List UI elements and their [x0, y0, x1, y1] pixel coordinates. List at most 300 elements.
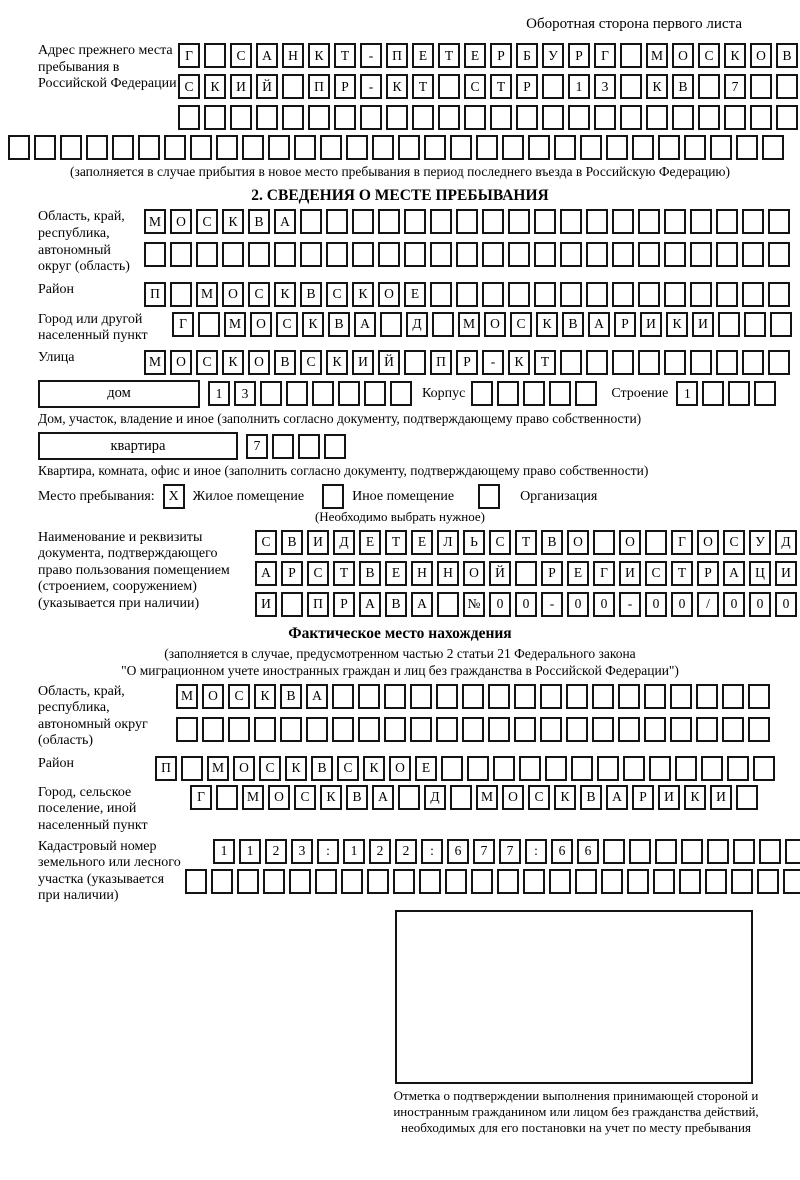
char-cell[interactable]: Т: [334, 43, 356, 68]
char-cell[interactable]: [260, 381, 282, 406]
char-cell[interactable]: 6: [551, 839, 573, 864]
char-cell[interactable]: 0: [671, 592, 693, 617]
char-cell[interactable]: [649, 756, 671, 781]
char-cell[interactable]: О: [389, 756, 411, 781]
char-cell[interactable]: [566, 684, 588, 709]
char-cell[interactable]: К: [724, 43, 746, 68]
char-cell[interactable]: К: [508, 350, 530, 375]
char-cell[interactable]: [744, 312, 766, 337]
char-cell[interactable]: И: [658, 785, 680, 810]
char-cell[interactable]: [592, 717, 614, 742]
char-cell[interactable]: [718, 312, 740, 337]
char-cell[interactable]: Н: [411, 561, 433, 586]
char-cell[interactable]: С: [294, 785, 316, 810]
char-cell[interactable]: М: [476, 785, 498, 810]
char-cell[interactable]: [471, 381, 493, 406]
char-cell[interactable]: [204, 105, 226, 130]
char-cell[interactable]: [467, 756, 489, 781]
char-cell[interactable]: [497, 381, 519, 406]
char-cell[interactable]: [534, 242, 556, 267]
char-cell[interactable]: [727, 756, 749, 781]
char-cell[interactable]: О: [268, 785, 290, 810]
char-cell[interactable]: [575, 869, 597, 894]
char-cell[interactable]: [684, 135, 706, 160]
char-cell[interactable]: [696, 684, 718, 709]
char-cell[interactable]: К: [222, 209, 244, 234]
char-cell[interactable]: О: [248, 350, 270, 375]
char-cell[interactable]: [294, 135, 316, 160]
char-cell[interactable]: У: [542, 43, 564, 68]
char-cell[interactable]: [170, 242, 192, 267]
char-cell[interactable]: [690, 242, 712, 267]
char-cell[interactable]: Т: [412, 74, 434, 99]
char-cell[interactable]: [268, 135, 290, 160]
char-cell[interactable]: [586, 209, 608, 234]
char-cell[interactable]: 0: [489, 592, 511, 617]
char-cell[interactable]: [211, 869, 233, 894]
char-cell[interactable]: [450, 135, 472, 160]
char-cell[interactable]: [545, 756, 567, 781]
char-cell[interactable]: В: [776, 43, 798, 68]
char-cell[interactable]: С: [248, 282, 270, 307]
char-cell[interactable]: К: [363, 756, 385, 781]
char-cell[interactable]: [542, 105, 564, 130]
char-cell[interactable]: 0: [593, 592, 615, 617]
char-cell[interactable]: [508, 242, 530, 267]
char-cell[interactable]: [594, 105, 616, 130]
char-cell[interactable]: Д: [333, 530, 355, 555]
char-cell[interactable]: И: [230, 74, 252, 99]
char-cell[interactable]: [655, 839, 677, 864]
char-cell[interactable]: [618, 684, 640, 709]
char-cell[interactable]: В: [311, 756, 333, 781]
char-cell[interactable]: [181, 756, 203, 781]
char-cell[interactable]: 0: [567, 592, 589, 617]
char-cell[interactable]: [419, 869, 441, 894]
char-cell[interactable]: Т: [333, 561, 355, 586]
char-cell[interactable]: [202, 717, 224, 742]
char-cell[interactable]: [560, 242, 582, 267]
char-cell[interactable]: [196, 242, 218, 267]
char-cell[interactable]: [783, 869, 800, 894]
char-cell[interactable]: [690, 350, 712, 375]
char-cell[interactable]: О: [378, 282, 400, 307]
char-cell[interactable]: [742, 282, 764, 307]
char-cell[interactable]: М: [646, 43, 668, 68]
char-cell[interactable]: Н: [437, 561, 459, 586]
char-cell[interactable]: С: [228, 684, 250, 709]
char-cell[interactable]: [623, 756, 645, 781]
char-cell[interactable]: Р: [281, 561, 303, 586]
char-cell[interactable]: [256, 105, 278, 130]
char-cell[interactable]: Й: [378, 350, 400, 375]
char-cell[interactable]: М: [458, 312, 480, 337]
char-cell[interactable]: [646, 105, 668, 130]
char-cell[interactable]: К: [684, 785, 706, 810]
char-cell[interactable]: [514, 684, 536, 709]
char-cell[interactable]: [300, 242, 322, 267]
char-cell[interactable]: 7: [473, 839, 495, 864]
char-cell[interactable]: [580, 135, 602, 160]
char-cell[interactable]: Д: [775, 530, 797, 555]
char-cell[interactable]: 1: [568, 74, 590, 99]
char-cell[interactable]: Р: [516, 74, 538, 99]
char-cell[interactable]: П: [430, 350, 452, 375]
char-cell[interactable]: А: [723, 561, 745, 586]
char-cell[interactable]: [358, 684, 380, 709]
char-cell[interactable]: С: [300, 350, 322, 375]
char-cell[interactable]: [60, 135, 82, 160]
char-cell[interactable]: 6: [577, 839, 599, 864]
char-cell[interactable]: [488, 717, 510, 742]
char-cell[interactable]: [571, 756, 593, 781]
char-cell[interactable]: [768, 350, 790, 375]
char-cell[interactable]: [436, 717, 458, 742]
char-cell[interactable]: [410, 684, 432, 709]
char-cell[interactable]: В: [541, 530, 563, 555]
char-cell[interactable]: [34, 135, 56, 160]
char-cell[interactable]: А: [256, 43, 278, 68]
char-cell[interactable]: Р: [697, 561, 719, 586]
char-cell[interactable]: [280, 717, 302, 742]
char-cell[interactable]: [170, 282, 192, 307]
char-cell[interactable]: С: [337, 756, 359, 781]
char-cell[interactable]: [742, 242, 764, 267]
char-cell[interactable]: [586, 242, 608, 267]
char-cell[interactable]: [515, 561, 537, 586]
char-cell[interactable]: Р: [614, 312, 636, 337]
char-cell[interactable]: А: [606, 785, 628, 810]
char-cell[interactable]: В: [385, 592, 407, 617]
char-cell[interactable]: 2: [395, 839, 417, 864]
char-cell[interactable]: А: [306, 684, 328, 709]
char-cell[interactable]: [324, 434, 346, 459]
char-cell[interactable]: [768, 282, 790, 307]
char-cell[interactable]: [248, 242, 270, 267]
char-cell[interactable]: И: [640, 312, 662, 337]
char-cell[interactable]: В: [346, 785, 368, 810]
char-cell[interactable]: :: [525, 839, 547, 864]
char-cell[interactable]: Е: [404, 282, 426, 307]
char-cell[interactable]: [675, 756, 697, 781]
char-cell[interactable]: [222, 242, 244, 267]
char-cell[interactable]: [560, 350, 582, 375]
char-cell[interactable]: [748, 717, 770, 742]
char-cell[interactable]: 0: [723, 592, 745, 617]
char-cell[interactable]: [289, 869, 311, 894]
char-cell[interactable]: У: [749, 530, 771, 555]
char-cell[interactable]: [471, 869, 493, 894]
char-cell[interactable]: В: [580, 785, 602, 810]
char-cell[interactable]: [164, 135, 186, 160]
char-cell[interactable]: [502, 135, 524, 160]
char-cell[interactable]: [664, 209, 686, 234]
char-cell[interactable]: К: [204, 74, 226, 99]
char-cell[interactable]: [759, 839, 781, 864]
char-cell[interactable]: Р: [568, 43, 590, 68]
char-cell[interactable]: /: [697, 592, 719, 617]
char-cell[interactable]: [378, 209, 400, 234]
char-cell[interactable]: Л: [437, 530, 459, 555]
char-cell[interactable]: [597, 756, 619, 781]
char-cell[interactable]: [190, 135, 212, 160]
char-cell[interactable]: [601, 869, 623, 894]
char-cell[interactable]: [341, 869, 363, 894]
char-cell[interactable]: [742, 350, 764, 375]
char-cell[interactable]: [410, 717, 432, 742]
char-cell[interactable]: [586, 282, 608, 307]
char-cell[interactable]: [404, 209, 426, 234]
char-cell[interactable]: О: [170, 209, 192, 234]
char-cell[interactable]: [716, 209, 738, 234]
char-cell[interactable]: С: [464, 74, 486, 99]
char-cell[interactable]: [372, 135, 394, 160]
char-cell[interactable]: [112, 135, 134, 160]
char-cell[interactable]: К: [386, 74, 408, 99]
char-cell[interactable]: [658, 135, 680, 160]
char-cell[interactable]: М: [242, 785, 264, 810]
char-cell[interactable]: [346, 135, 368, 160]
char-cell[interactable]: [320, 135, 342, 160]
char-cell[interactable]: Е: [385, 561, 407, 586]
char-cell[interactable]: [710, 135, 732, 160]
char-cell[interactable]: [493, 756, 515, 781]
char-cell[interactable]: [198, 312, 220, 337]
char-cell[interactable]: -: [482, 350, 504, 375]
char-cell[interactable]: Б: [516, 43, 538, 68]
char-cell[interactable]: [464, 105, 486, 130]
char-cell[interactable]: [462, 717, 484, 742]
char-cell[interactable]: [629, 839, 651, 864]
char-cell[interactable]: [690, 209, 712, 234]
char-cell[interactable]: [528, 135, 550, 160]
char-cell[interactable]: [603, 839, 625, 864]
char-cell[interactable]: 1: [676, 381, 698, 406]
apartment-type-box[interactable]: квартира: [38, 432, 238, 460]
char-cell[interactable]: В: [280, 684, 302, 709]
char-cell[interactable]: №: [463, 592, 485, 617]
char-cell[interactable]: К: [352, 282, 374, 307]
char-cell[interactable]: [681, 839, 703, 864]
char-cell[interactable]: К: [554, 785, 576, 810]
char-cell[interactable]: [612, 282, 634, 307]
char-cell[interactable]: [228, 717, 250, 742]
char-cell[interactable]: И: [692, 312, 714, 337]
char-cell[interactable]: О: [222, 282, 244, 307]
house-type-box[interactable]: дом: [38, 380, 200, 408]
char-cell[interactable]: К: [320, 785, 342, 810]
char-cell[interactable]: [672, 105, 694, 130]
char-cell[interactable]: В: [274, 350, 296, 375]
char-cell[interactable]: [432, 312, 454, 337]
char-cell[interactable]: [742, 209, 764, 234]
char-cell[interactable]: [8, 135, 30, 160]
char-cell[interactable]: [216, 785, 238, 810]
char-cell[interactable]: [286, 381, 308, 406]
char-cell[interactable]: [612, 350, 634, 375]
char-cell[interactable]: [566, 717, 588, 742]
char-cell[interactable]: [701, 756, 723, 781]
char-cell[interactable]: [282, 74, 304, 99]
char-cell[interactable]: П: [144, 282, 166, 307]
char-cell[interactable]: [523, 381, 545, 406]
char-cell[interactable]: О: [697, 530, 719, 555]
char-cell[interactable]: Г: [190, 785, 212, 810]
char-cell[interactable]: [644, 717, 666, 742]
char-cell[interactable]: 1: [208, 381, 230, 406]
char-cell[interactable]: [592, 684, 614, 709]
char-cell[interactable]: [549, 381, 571, 406]
char-cell[interactable]: [272, 434, 294, 459]
char-cell[interactable]: С: [326, 282, 348, 307]
char-cell[interactable]: [358, 717, 380, 742]
char-cell[interactable]: Д: [424, 785, 446, 810]
char-cell[interactable]: [768, 209, 790, 234]
char-cell[interactable]: [586, 350, 608, 375]
char-cell[interactable]: [326, 209, 348, 234]
char-cell[interactable]: [762, 135, 784, 160]
char-cell[interactable]: Т: [490, 74, 512, 99]
char-cell[interactable]: [698, 74, 720, 99]
char-cell[interactable]: К: [666, 312, 688, 337]
char-cell[interactable]: [664, 242, 686, 267]
char-cell[interactable]: [476, 135, 498, 160]
char-cell[interactable]: [724, 105, 746, 130]
checkbox-residential[interactable]: [163, 484, 185, 509]
char-cell[interactable]: Т: [671, 561, 693, 586]
char-cell[interactable]: В: [300, 282, 322, 307]
char-cell[interactable]: Т: [385, 530, 407, 555]
char-cell[interactable]: 0: [515, 592, 537, 617]
char-cell[interactable]: [367, 869, 389, 894]
char-cell[interactable]: И: [255, 592, 277, 617]
char-cell[interactable]: М: [144, 350, 166, 375]
char-cell[interactable]: [360, 105, 382, 130]
char-cell[interactable]: [398, 135, 420, 160]
char-cell[interactable]: [437, 592, 459, 617]
char-cell[interactable]: [281, 592, 303, 617]
char-cell[interactable]: М: [144, 209, 166, 234]
char-cell[interactable]: В: [562, 312, 584, 337]
char-cell[interactable]: [750, 74, 772, 99]
char-cell[interactable]: [627, 869, 649, 894]
char-cell[interactable]: О: [672, 43, 694, 68]
char-cell[interactable]: [326, 242, 348, 267]
char-cell[interactable]: 3: [234, 381, 256, 406]
char-cell[interactable]: С: [276, 312, 298, 337]
char-cell[interactable]: [514, 717, 536, 742]
char-cell[interactable]: В: [328, 312, 350, 337]
char-cell[interactable]: [488, 684, 510, 709]
char-cell[interactable]: [707, 839, 729, 864]
char-cell[interactable]: [178, 105, 200, 130]
char-cell[interactable]: [523, 869, 545, 894]
char-cell[interactable]: В: [281, 530, 303, 555]
char-cell[interactable]: [750, 105, 772, 130]
char-cell[interactable]: [298, 434, 320, 459]
char-cell[interactable]: А: [354, 312, 376, 337]
char-cell[interactable]: -: [541, 592, 563, 617]
char-cell[interactable]: [306, 717, 328, 742]
char-cell[interactable]: [554, 135, 576, 160]
char-cell[interactable]: [776, 74, 798, 99]
char-cell[interactable]: С: [528, 785, 550, 810]
char-cell[interactable]: [390, 381, 412, 406]
char-cell[interactable]: Т: [438, 43, 460, 68]
char-cell[interactable]: [462, 684, 484, 709]
char-cell[interactable]: М: [176, 684, 198, 709]
char-cell[interactable]: [482, 282, 504, 307]
char-cell[interactable]: 2: [369, 839, 391, 864]
char-cell[interactable]: [352, 209, 374, 234]
char-cell[interactable]: П: [308, 74, 330, 99]
char-cell[interactable]: [620, 74, 642, 99]
char-cell[interactable]: [384, 717, 406, 742]
char-cell[interactable]: [575, 381, 597, 406]
char-cell[interactable]: С: [698, 43, 720, 68]
char-cell[interactable]: 1: [343, 839, 365, 864]
char-cell[interactable]: К: [285, 756, 307, 781]
char-cell[interactable]: [315, 869, 337, 894]
char-cell[interactable]: П: [386, 43, 408, 68]
char-cell[interactable]: [144, 242, 166, 267]
char-cell[interactable]: М: [207, 756, 229, 781]
char-cell[interactable]: 0: [749, 592, 771, 617]
char-cell[interactable]: [204, 43, 226, 68]
char-cell[interactable]: [560, 282, 582, 307]
char-cell[interactable]: [716, 282, 738, 307]
char-cell[interactable]: [534, 282, 556, 307]
char-cell[interactable]: [645, 530, 667, 555]
char-cell[interactable]: [733, 839, 755, 864]
char-cell[interactable]: Г: [178, 43, 200, 68]
char-cell[interactable]: [384, 684, 406, 709]
char-cell[interactable]: [716, 242, 738, 267]
char-cell[interactable]: [638, 282, 660, 307]
char-cell[interactable]: [632, 135, 654, 160]
char-cell[interactable]: 0: [775, 592, 797, 617]
char-cell[interactable]: [670, 717, 692, 742]
char-cell[interactable]: И: [775, 561, 797, 586]
char-cell[interactable]: [185, 869, 207, 894]
char-cell[interactable]: [670, 684, 692, 709]
char-cell[interactable]: М: [224, 312, 246, 337]
char-cell[interactable]: С: [489, 530, 511, 555]
char-cell[interactable]: [620, 105, 642, 130]
char-cell[interactable]: О: [170, 350, 192, 375]
char-cell[interactable]: П: [307, 592, 329, 617]
char-cell[interactable]: [242, 135, 264, 160]
char-cell[interactable]: Е: [464, 43, 486, 68]
char-cell[interactable]: С: [196, 350, 218, 375]
char-cell[interactable]: Р: [632, 785, 654, 810]
char-cell[interactable]: [519, 756, 541, 781]
char-cell[interactable]: С: [510, 312, 532, 337]
char-cell[interactable]: [445, 869, 467, 894]
char-cell[interactable]: О: [619, 530, 641, 555]
char-cell[interactable]: [430, 282, 452, 307]
char-cell[interactable]: 7: [499, 839, 521, 864]
char-cell[interactable]: [230, 105, 252, 130]
char-cell[interactable]: В: [672, 74, 694, 99]
char-cell[interactable]: [412, 105, 434, 130]
char-cell[interactable]: [653, 869, 675, 894]
char-cell[interactable]: [690, 282, 712, 307]
char-cell[interactable]: А: [411, 592, 433, 617]
char-cell[interactable]: Ц: [749, 561, 771, 586]
char-cell[interactable]: [644, 684, 666, 709]
char-cell[interactable]: Н: [282, 43, 304, 68]
